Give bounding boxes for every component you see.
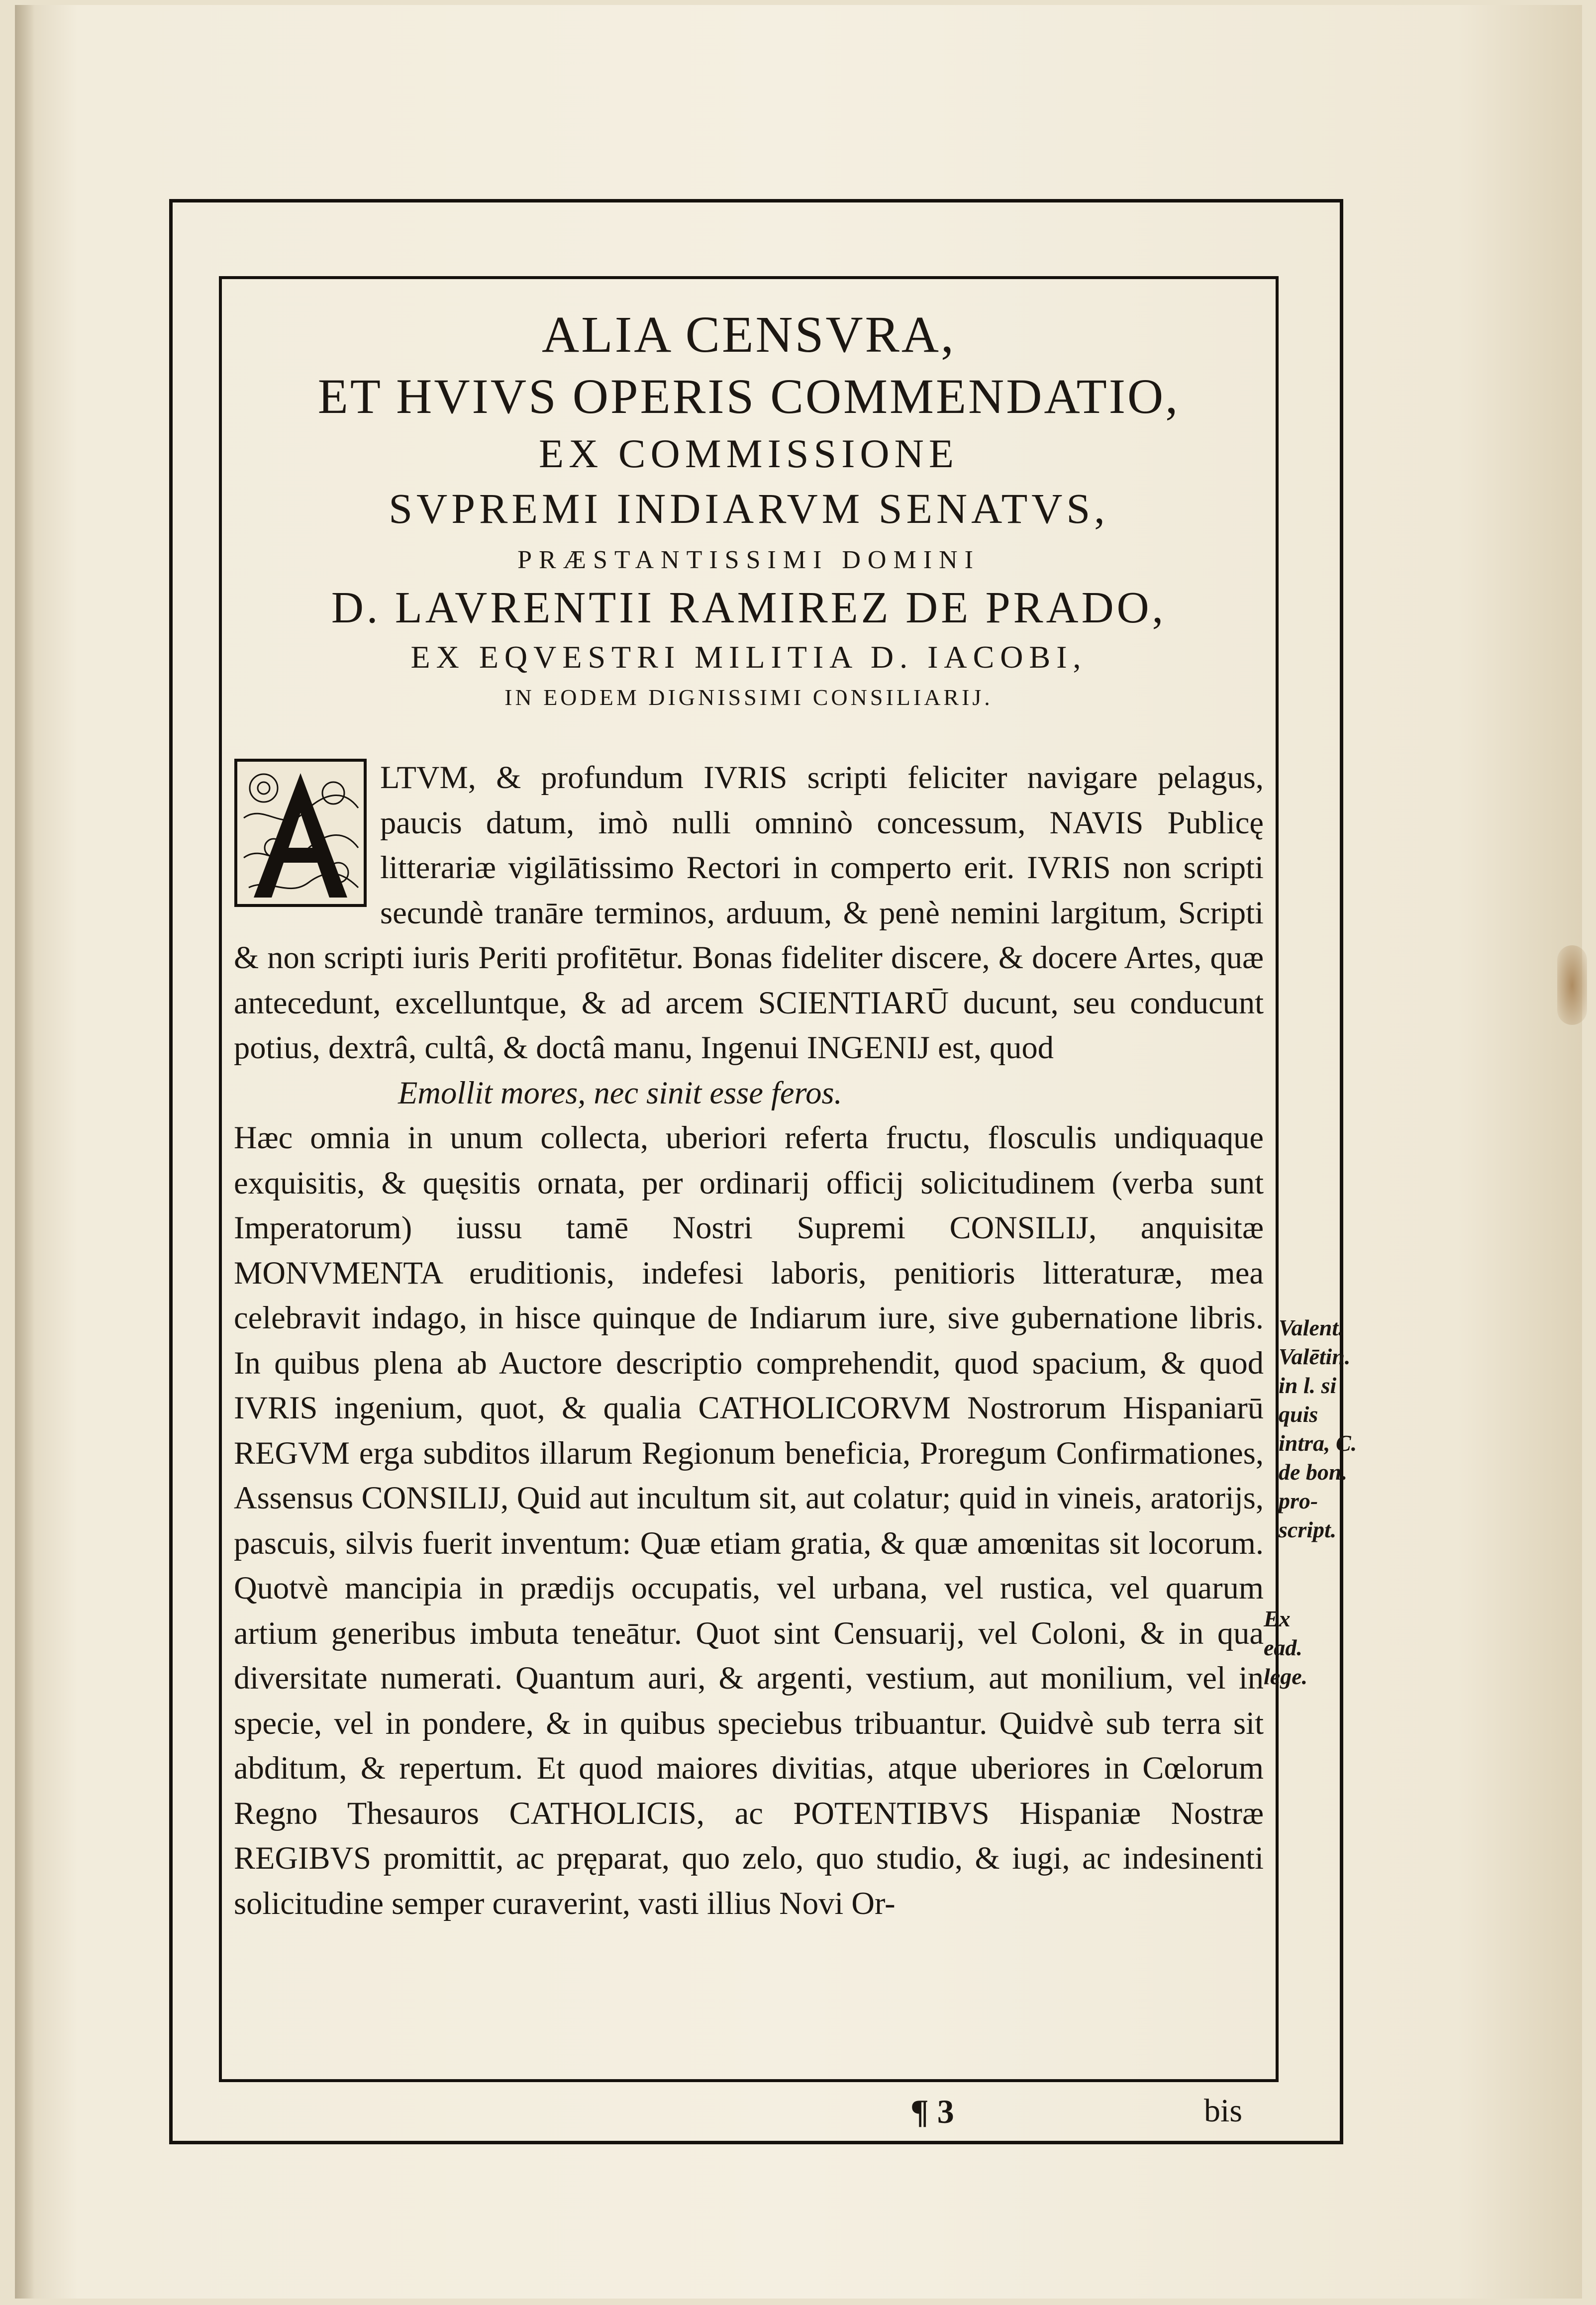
title-line-8: IN EODEM DIGNISSIMI CONSILIARIJ. bbox=[504, 685, 993, 710]
signature-mark: ¶ 3 bbox=[910, 2093, 954, 2130]
marginal-note-1: Valent. Valētin. in l. si quis intra, C. de bon. pro-script. bbox=[1279, 1315, 1357, 1542]
decorated-initial-a-icon bbox=[234, 758, 367, 907]
text-block bbox=[234, 303, 1264, 1926]
title-line-2: ET HVIVS OPERIS COMMENDATIO, bbox=[317, 369, 1180, 424]
spine-shadow bbox=[15, 5, 35, 2299]
marginal-note-2: Ex ead. lege. bbox=[1264, 1606, 1308, 1689]
catchword: bis bbox=[1204, 2093, 1243, 2129]
title-line-3: EX COMMISSIONE bbox=[539, 431, 959, 476]
verse-line: Emollit mores, nec sinit esse feros. bbox=[398, 1075, 842, 1110]
title-line-7: EX EQVESTRI MILITIA D. IACOBI, bbox=[410, 639, 1087, 675]
title-line-6: D. LAVRENTII RAMIREZ DE PRADO, bbox=[331, 583, 1167, 632]
title-block bbox=[234, 303, 1264, 716]
title-line-1: ALIA CENSVRA, bbox=[541, 306, 956, 363]
title-line-5: PRÆSTANTISSIMI DOMINI bbox=[517, 546, 980, 574]
paragraph-2: Hæc omnia in unum collecta, uberiori referta fructu, flosculis undiquaque exquisitis, & quęsitis ornata, per ordinarij officij solicitudinem (verba sunt Imperatorum) iussu tamē Nostri Supremi CONSILIJ, anquisitæ MONVMENTA eruditionis, indefesi laboris, penitioris litteraturæ, mea celebravit indago, in hisce quinque de Indiarum iure, sive gubernatione libris. In quibus plena ab Auctore descriptio comprehendit, quod spacium, & quod IVRIS ingenium, quot, & qualia CATHOLICORVM Nostrorum Hispaniarū REGVM erga subditos illarum Regionum beneficia, Proregum Confirmationes, Assensus CONSILIJ, Quid aut incultum sit, aut colatur; quid in vineis, aratorijs, pascuis, silvis fuerit inventum: Quæ etiam gratia, & quæ amœnitas sit locorum. Quotvè mancipia in prædijs occupatis, vel urbana, vel rustica, vel quarum artium generibus imbuta teneātur. Quot sint Censuarij, vel Coloni, & in qua diversitate numerati. Quantum auri, & argenti, vestium, aut monilium, vel in specie, vel in pondere, & in quibus speciebus tribuantur. Quidvè sub terra sit abditum, & repertum. Et quod maiores divitias, atque uberiores in Cœlorum Regno Thesauros CATHOLICIS, ac POTENTIBVS Hispaniæ Nostræ REGIBVS promittit, ac pręparat, quo zelo, quo studio, & iugi, ac indesinenti solicitudine semper curaverint, vasti illius Novi Or- bbox=[234, 1120, 1264, 1921]
body-text bbox=[234, 755, 1264, 1926]
title-line-4: SVPREMI INDIARVM SENATVS, bbox=[389, 485, 1109, 532]
paper-stain bbox=[1557, 945, 1587, 1025]
paragraph-1: LTVM, & profundum IVRIS scripti feliciter navigare pelagus, paucis datum, imò nulli omninò concessum, NAVIS Publicę litterariæ vigilātissimo Rectori in comperto erit. IVRIS non scripti secundè tranāre terminos, arduum, & penè nemini largitum, Scripti & non scripti iuris Periti profitētur. Bonas fideliter discere, & docere Artes, quæ antecedunt, excelluntque, & ad arcem SCIENTIARŪ ducunt, seu conducunt potius, dextrâ, cultâ, & doctâ manu, Ingenui INGENIJ est, quod bbox=[234, 760, 1264, 1065]
